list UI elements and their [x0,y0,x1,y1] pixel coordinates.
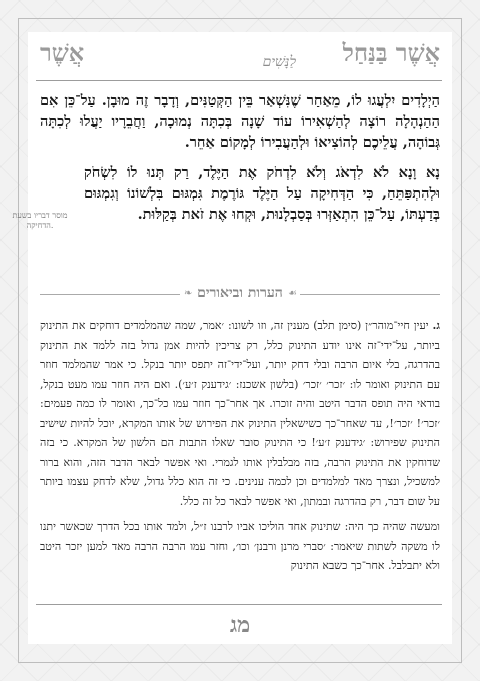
main-paragraph-1: הַיְלָדִים יִלְעֲגוּ לוֹ, מֵאַחַר שֶׁנִּשְׁאַר בֵּין הַקְּטַנִּים, וְדָבָר זֶה מוּבָן. עַל־כֵּן אִם הַהַנְהָלָה רוֹצָה לְהַשְׁאִירוֹ עוֹד שָׁנָה בְּכִתָּה נְמוּכָה, וַחֲבֵרָיו יַעֲלוּ לְכִתָּה גְּבוֹהָה, עֲלֵיכֶם לְהוֹצִיאוֹ וּלְהַעֲבִירוֹ לְמָקוֹם אַחֵר. [40,92,440,151]
note-paragraph-1-text: יעין חיי־מוהר״ן (סימן תלב) מענין זה, וזו לשונו: ׳אמר, שמה שהמלמדים דוחקים את התינוק ביותר, על־ידי־זה אינו יודע התינוק כלל, רק צריכין להיות אמן גדול בזה ללמד את התינוק בהדרגה, בלי איום הרבה ובלי דחק יותר, ועל־ידי־זה יתפס יותר בנקל. כי אמר שהמלמד חוזר עם התינוק ואומר לו: ׳זכר׳ ׳זכר׳ (בלשון אשכנז: ׳גידענק ז׳ע׳). ואם היה חוזר עמו מעט בנקל, בודאי היה תופס הדבר היטב והיה זוכרו. אך אחר־כך חוזר עמו כל־כך, ואומר לו כמה פעמים: ׳זכר׳! ׳זכר׳!, עד שאחר־כך כשישאלין התינוק את הפירוש של אותו המקרא, יוכל להיות שישיב התינוק שפירוש: ׳גידענק ז׳ע׳! כי התינוק סובר שאלו התבות הם הלשון של המקרא. כי בזה שדוחקין את התינוק הרבה, בזה מבלבלין אותו לגמרי. ואי אפשר לבאר הדבר הזה, והוא ברור למשכיל, ונצרך מאד למלמדים וכן לכמה ענינים. כי זה הוא כלל גדול, שלא לדחק עצמו ביותר על שום דבר, רק בהדרגה ובמתון, ואי אפשר לבאר כל זה כלל. [40,319,440,508]
divider-line-right [300,294,440,295]
header-right-title: אֲשֶׁר [40,38,85,67]
divider-line-left [40,294,180,295]
running-header [36,36,444,78]
margin-note: מוסר דבריו בשעת הדחיקה. [12,211,68,230]
notes-section-divider [40,283,440,307]
main-paragraph-2: נָא וָנָא לֹא לִדְאֹג וְלֹא לִדְחֹק אֶת הַיֶּלֶד, רַק תְּנוּ לוֹ לִשְׂחֹק וּלְהִתְפַּתֵּחַ, כִּי הַדְּחִיקָה עַל הַיֶּלֶד גּוֹרֶמֶת גִּמְגּוּם בִּלְשׁוֹנוֹ וְגִמְגּוּם בְּדַעְתּוֹ, עַל־כֵּן הִתְאַזְּרוּ בְּסַבְלָנוּת, וּקְחוּ אֶת זֹאת בְּקַלּוּת. [84,164,440,223]
header-divider [36,80,442,81]
header-section-title: לַנָּשִׁים [262,54,296,70]
page-number: מג [229,612,251,638]
header-book-title: אֲשֶׁר בַּנַּחַל [342,38,440,67]
ornament-icon: ❧ [184,288,193,299]
ornament-icon: ☙ [288,288,297,299]
note-paragraph-1 [40,316,440,511]
notes-text [40,316,440,582]
main-text [40,90,440,234]
note-marker: ג. [432,319,441,332]
footer-divider [36,604,442,605]
notes-section-title: הערות וביאורים [197,285,283,301]
note-paragraph-2: ומעשה שהיה כך היה: שתינוק אחד הוליכו אביו לרבנו ז״ל, ולמד אותו בכל הדרך שכאשר יתנו לו משקה לשתות שיאמר: ׳סברי מרנן ורבנן׳ וכו׳, וחזר עמו הרבה הרבה מאד למען יזכר היטב ולא יתבלבל. אחר־כך כשבא התינוק [40,520,440,572]
